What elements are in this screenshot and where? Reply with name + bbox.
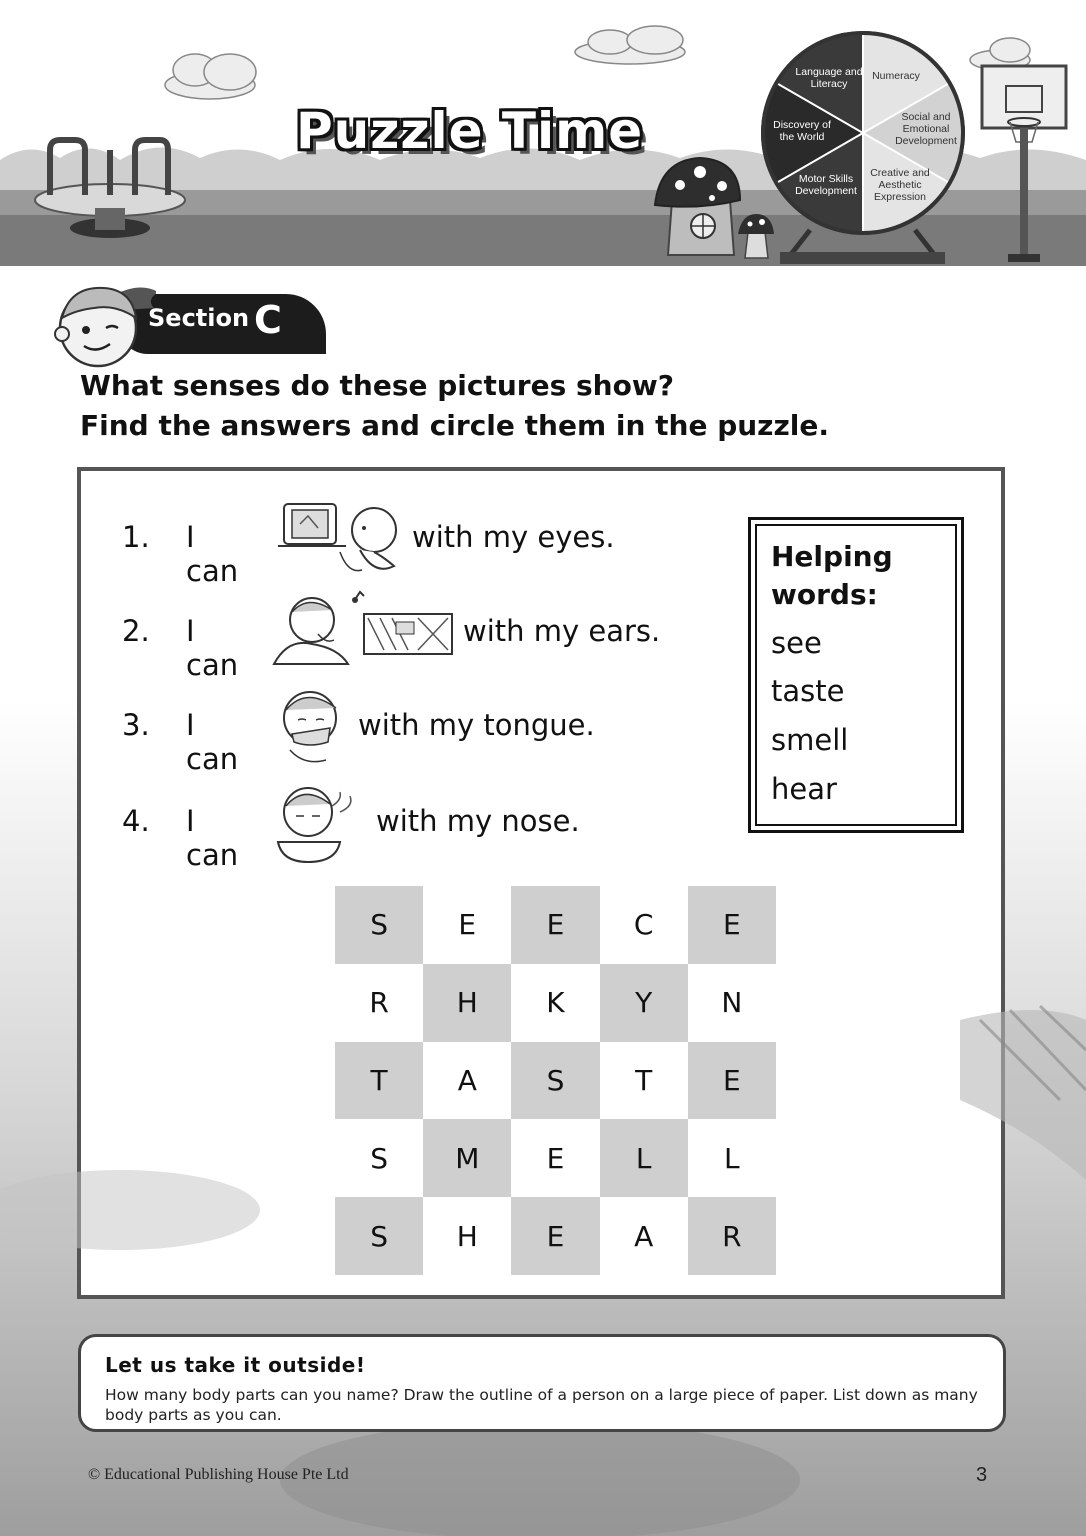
question-prefix: I can <box>186 614 239 682</box>
helping-word: taste <box>771 674 845 708</box>
question-number: 2. <box>122 614 150 648</box>
outdoor-activity-tip <box>78 1334 1006 1432</box>
wheel-label-creative: Creative and Aesthetic Expression <box>870 167 930 203</box>
grid-cell[interactable]: S <box>335 886 423 964</box>
child-listening-music-icon <box>268 588 458 672</box>
copyright: © Educational Publishing House Pte Ltd <box>88 1466 349 1483</box>
cloud-icon <box>165 54 256 99</box>
grid-cell[interactable]: E <box>546 1141 565 1175</box>
child-eating-icon <box>270 684 354 770</box>
grid-cell[interactable]: L <box>600 1119 688 1197</box>
helping-words-box <box>748 517 964 833</box>
grid-cell[interactable]: E <box>511 1197 599 1275</box>
page-number: 3 <box>976 1464 988 1486</box>
helping-word: hear <box>771 772 837 806</box>
header-banner <box>0 0 1086 266</box>
helping-words-title: Helping words: <box>771 540 893 611</box>
helping-word: smell <box>771 723 849 757</box>
question-number: 3. <box>122 708 150 742</box>
section-letter: C <box>254 298 282 342</box>
question-suffix: with my ears. <box>463 614 661 648</box>
grid-cell[interactable]: E <box>688 886 776 964</box>
section-word: Section <box>148 304 250 332</box>
question-prefix: I can <box>186 804 239 872</box>
grid-cell[interactable]: L <box>724 1141 740 1175</box>
question-prefix: I can <box>186 708 239 776</box>
grid-cell[interactable]: E <box>688 1042 776 1120</box>
grid-cell[interactable]: C <box>633 908 654 942</box>
question-number: 1. <box>122 520 150 554</box>
wheel-label-language: Language and Literacy <box>795 66 863 90</box>
grid-cell[interactable]: A <box>457 1063 477 1097</box>
question-suffix: with my eyes. <box>412 520 615 554</box>
question-suffix: with my nose. <box>376 804 580 838</box>
grid-cell[interactable]: H <box>423 964 511 1042</box>
instruction-line-2: Find the answers and circle them in the puzzle. <box>80 409 829 442</box>
question-suffix: with my tongue. <box>358 708 595 742</box>
wheel-label-discovery: Discovery of the World <box>773 119 831 143</box>
wheel-label-numeracy: Numeracy <box>872 70 920 82</box>
child-mascot-icon <box>46 274 156 370</box>
grid-cell[interactable]: Y <box>600 964 688 1042</box>
child-smelling-food-icon <box>270 778 366 866</box>
tip-title: Let us take it outside! <box>105 1353 366 1377</box>
child-watching-tv-icon <box>270 490 406 582</box>
grid-cell[interactable]: H <box>456 1219 478 1253</box>
instruction-line-1: What senses do these pictures show? <box>80 369 674 402</box>
grid-cell[interactable]: T <box>635 1063 653 1097</box>
garden-background <box>0 980 1086 1536</box>
wheel-label-motor: Motor Skills Development <box>795 173 857 197</box>
helping-word: see <box>771 626 822 660</box>
grid-cell[interactable]: N <box>721 986 743 1020</box>
question-number: 4. <box>122 804 150 838</box>
wheel-label-social: Social and Emotional Development <box>895 111 957 147</box>
grid-cell[interactable]: S <box>511 1042 599 1120</box>
grid-cell[interactable]: M <box>423 1119 511 1197</box>
cloud-icon <box>575 26 685 64</box>
grid-cell[interactable]: T <box>335 1042 423 1120</box>
grid-cell[interactable]: K <box>546 986 565 1020</box>
grid-cell[interactable]: R <box>369 986 389 1020</box>
grid-cell[interactable]: R <box>688 1197 776 1275</box>
grid-cell[interactable]: E <box>458 908 477 942</box>
grid-cell[interactable]: S <box>335 1197 423 1275</box>
instructions <box>80 366 829 446</box>
grid-cell[interactable]: E <box>511 886 599 964</box>
page-title: Puzzle Time <box>296 102 644 160</box>
tip-body: How many body parts can you name? Draw the outline of a person on a large piece of paper. List down as many body parts as you can. <box>105 1386 978 1424</box>
grid-cell[interactable]: S <box>370 1141 388 1175</box>
question-prefix: I can <box>186 520 239 588</box>
grid-cell[interactable]: A <box>634 1219 654 1253</box>
